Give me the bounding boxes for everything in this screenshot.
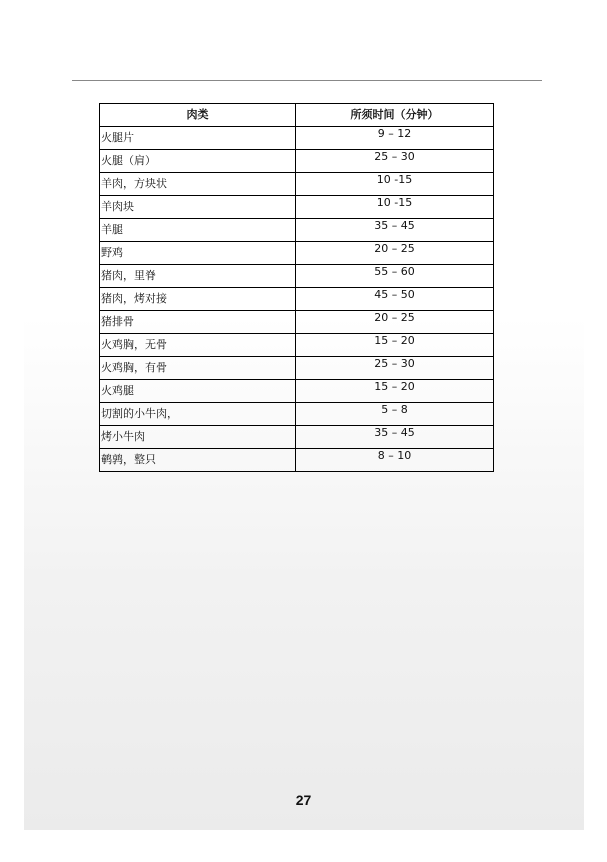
table-row <box>100 311 494 334</box>
time-cell <box>296 196 494 219</box>
time-cell <box>296 150 494 173</box>
header-divider <box>72 80 542 81</box>
table-header-row <box>100 104 494 127</box>
table-row <box>100 426 494 449</box>
time-cell <box>296 334 494 357</box>
meat-cell: 羊腿 <box>100 219 296 242</box>
time-value: 35 – 45 <box>374 219 415 232</box>
table-row <box>100 265 494 288</box>
table-row <box>100 288 494 311</box>
table-row <box>100 196 494 219</box>
time-value: 10 -15 <box>376 173 413 186</box>
table-row <box>100 449 494 472</box>
time-value: 15 – 20 <box>374 334 415 347</box>
time-value: 10 -15 <box>376 196 413 209</box>
meat-cell: 野鸡 <box>100 242 296 265</box>
time-value: 5 – 8 <box>381 403 408 416</box>
time-cell <box>296 449 494 472</box>
time-value: 25 – 30 <box>374 150 415 163</box>
time-value: 15 – 20 <box>374 380 415 393</box>
meat-cell: 火鸡胸，有骨 <box>100 357 296 380</box>
table-row <box>100 219 494 242</box>
table-row <box>100 334 494 357</box>
meat-cell: 鹌鹑，整只 <box>100 449 296 472</box>
time-cell <box>296 127 494 150</box>
time-value: 20 – 25 <box>374 311 415 324</box>
meat-cell: 羊肉块 <box>100 196 296 219</box>
page-number: 27 <box>295 792 312 808</box>
meat-cell: 火腿片 <box>100 127 296 150</box>
time-cell <box>296 403 494 426</box>
meat-cell: 猪排骨 <box>100 311 296 334</box>
time-value: 55 – 60 <box>374 265 415 278</box>
meat-cell: 烤小牛肉 <box>100 426 296 449</box>
meat-cell: 猪肉，里脊 <box>100 265 296 288</box>
time-value: 35 – 45 <box>374 426 415 439</box>
table-row <box>100 173 494 196</box>
time-value: 9 – 12 <box>377 127 412 140</box>
column-header-time: 所须时间（分钟） <box>296 104 494 127</box>
time-cell <box>296 380 494 403</box>
meat-cell: 切割的小牛肉， <box>100 403 296 426</box>
time-value: 20 – 25 <box>374 242 415 255</box>
meat-cell: 猪肉，烤对接 <box>100 288 296 311</box>
time-value: 45 – 50 <box>374 288 415 301</box>
table-row <box>100 357 494 380</box>
time-cell <box>296 242 494 265</box>
time-cell <box>296 288 494 311</box>
meat-cell: 火鸡腿 <box>100 380 296 403</box>
column-header-meat: 肉类 <box>100 104 296 127</box>
time-value: 8 – 10 <box>377 449 412 462</box>
table-row <box>100 242 494 265</box>
cooking-time-table <box>99 103 494 472</box>
time-cell <box>296 173 494 196</box>
time-cell <box>296 219 494 242</box>
time-cell <box>296 426 494 449</box>
meat-cell: 火鸡胸，无骨 <box>100 334 296 357</box>
time-cell <box>296 311 494 334</box>
table-row <box>100 380 494 403</box>
table-row <box>100 403 494 426</box>
meat-cell: 火腿（肩） <box>100 150 296 173</box>
time-cell <box>296 265 494 288</box>
meat-cell: 羊肉，方块状 <box>100 173 296 196</box>
time-cell <box>296 357 494 380</box>
time-value: 25 – 30 <box>374 357 415 370</box>
table-row <box>100 127 494 150</box>
table-row <box>100 150 494 173</box>
